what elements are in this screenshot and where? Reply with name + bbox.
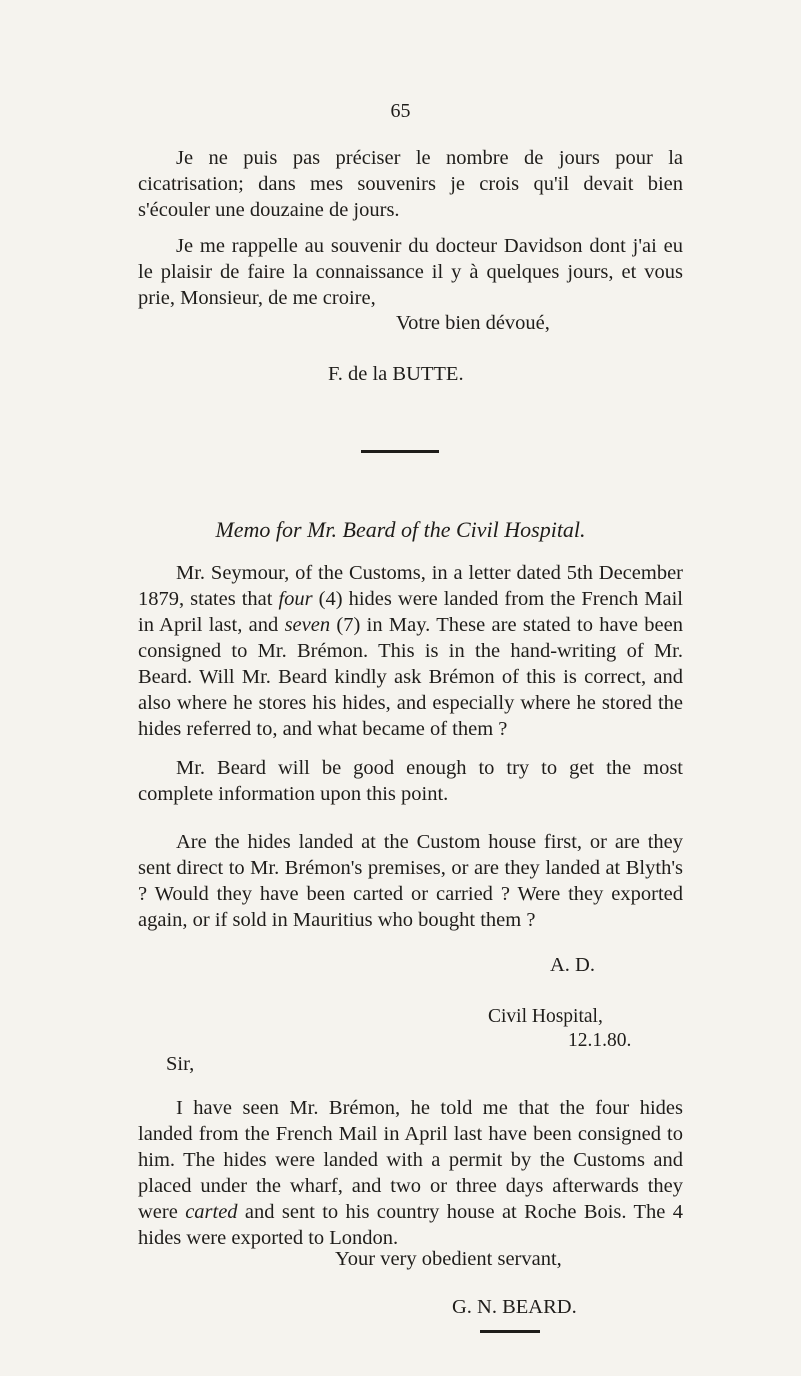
page-number: 65: [390, 100, 411, 122]
letter2-date: 12.1.80.: [568, 1030, 632, 1051]
memo-title: Memo for Mr. Beard of the Civil Hospital.: [215, 517, 586, 542]
letter1-paragraph-1: Je ne puis pas préciser le nombre de jours pour la cicatrisation; dans mes souvenirs je crois qu'il devait bien s'écouler une douzaine de jours.: [138, 147, 683, 221]
memo-p1-text-a: Mr. Seymour, of the Customs, in a letter dated 5th December 1879, states that: [138, 562, 683, 610]
letter2-p1-text-b: and sent to his country house at Roche Bois. The 4 hides were exported to London.: [138, 1201, 683, 1249]
letter2-closing: Your very obedient servant,: [335, 1248, 562, 1270]
letter1-paragraph-2: Je me rappelle au souvenir du docteur Davidson dont j'ai eu le plaisir de faire la connaissance il y à quelques jours, et vous prie, Monsieur, de me croire,: [138, 235, 683, 309]
end-divider: [480, 1330, 540, 1333]
memo-p1-text-c: (7) in May. These are stated to have been consigned to Mr. Brémon. This is in the hand-writing of Mr. Beard. Will Mr. Beard kindly ask Brémon of this is correct, and also where he stores his hides, and especially where he stored the hides referred to, and what became of them ?: [138, 614, 683, 740]
memo-paragraph-2: Mr. Beard will be good enough to try to get the most complete information upon this point.: [138, 757, 683, 805]
memo-p1-text-b: (4) hides were landed from the French Mail in April last, and: [138, 588, 683, 636]
letter2-place: Civil Hospital,: [488, 1006, 603, 1027]
letter1-signature: F. de la BUTTE.: [328, 363, 464, 385]
letter2-p1-text-a: I have seen Mr. Brémon, he told me that the four hides landed from the French Mail in April last have been consigned to him. The hides were landed with a permit by the Customs and placed under the wharf, and two or three days afterwards they were: [138, 1097, 683, 1223]
letter2-signature: G. N. BEARD.: [452, 1296, 577, 1318]
letter2-salutation: Sir,: [166, 1053, 195, 1075]
memo-paragraph-3: Are the hides landed at the Custom house first, or are they sent direct to Mr. Brémon's premises, or are they landed at Blyth's ? Would they have been carted or carried ? Were they exported again, or if sold in Mauritius who bought them ?: [138, 831, 683, 931]
memo-p1-four: four: [278, 588, 313, 610]
memo-paragraph-1: [138, 560, 683, 742]
memo-p1-seven: seven: [284, 614, 331, 636]
letter1-closing: Votre bien dévoué,: [396, 312, 550, 334]
section-divider: [361, 450, 439, 453]
memo-initials: A. D.: [550, 954, 595, 976]
letter2-paragraph-1: [138, 1095, 683, 1251]
letter2-p1-carted: carted: [185, 1201, 238, 1223]
